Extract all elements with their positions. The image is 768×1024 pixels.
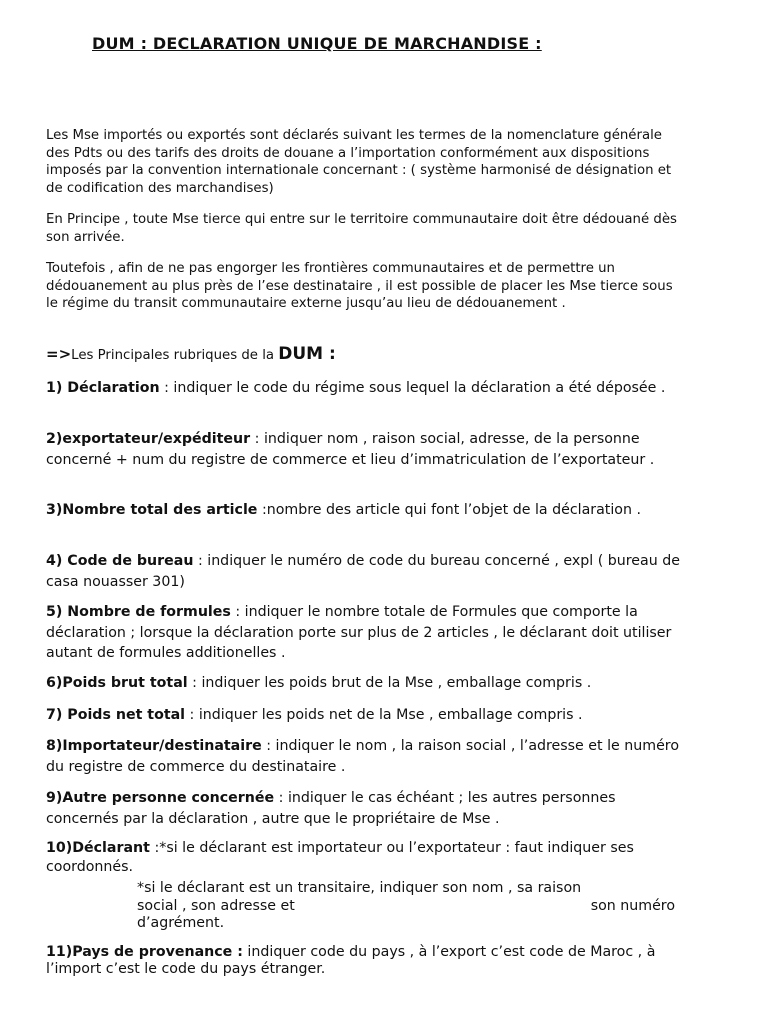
rubric-label: 6)Poids brut total <box>46 675 188 691</box>
declarant-transitaire-note <box>137 880 675 933</box>
sub-line-2 <box>137 898 675 916</box>
rubric-11-pays-provenance <box>46 944 686 978</box>
rubric-label: 11)Pays de provenance : <box>46 944 243 960</box>
rubric-text: : indiquer le cas échéant ; les autres personnes concernés par la déclaration , autre que le propriétaire de Mse . <box>46 790 616 827</box>
rubric-10-declarant <box>46 839 686 876</box>
rubric-text: : indiquer le numéro de code du bureau concerné , expl ( bureau de casa nouasser 301) <box>46 553 680 590</box>
rubric-2-exportateur <box>46 429 686 470</box>
rubric-4-code-bureau <box>46 551 686 592</box>
rubric-label: 5) Nombre de formules <box>46 604 231 620</box>
document-title: DUM : DECLARATION UNIQUE DE MARCHANDISE : <box>92 34 542 53</box>
paragraph-principe: En Principe , toute Mse tierce qui entre sur le territoire communautaire doit être dédouané dès son arrivée. <box>46 212 677 245</box>
rubric-text: :nombre des article qui font l’objet de la déclaration . <box>257 502 641 518</box>
rubric-label: 4) Code de bureau <box>46 553 194 569</box>
rubric-3-nombre-articles <box>46 500 686 521</box>
rubric-label: 10)Déclarant <box>46 840 150 856</box>
rubric-9-autre-personne <box>46 788 686 829</box>
rubric-8-importateur <box>46 736 686 777</box>
intro-dum: DUM : <box>278 344 336 364</box>
rubric-text: : indiquer le nombre totale de Formules que comporte la déclaration ; lorsque la déclaration porte sur plus de 2 articles , le déclarant doit utiliser autant de formules additionelles . <box>46 604 672 661</box>
rubric-text: : indiquer nom , raison social, adresse, de la personne concerné + num du registre de commerce et lieu d’immatriculation de l’exportateur . <box>46 431 655 468</box>
sub-line-3: d’agrément. <box>137 915 225 931</box>
rubric-label: 1) Déclaration <box>46 380 160 396</box>
rubric-text: : indiquer les poids net de la Mse , emballage compris . <box>185 707 583 723</box>
rubric-label: 8)Importateur/destinataire <box>46 738 262 754</box>
rubric-label: 9)Autre personne concernée <box>46 790 275 806</box>
paragraph-toutefois: Toutefois , afin de ne pas engorger les frontières communautaires et de permettre un dédouanement au plus près de l’ese destinataire , il est possible de placer les Mse tierce sous le régime du transit communautaire externe jusqu’au lieu de dédouanement . <box>46 261 673 311</box>
arrow-marker: => <box>46 345 72 363</box>
rubric-text: :*si le déclarant est importateur ou l’exportateur : faut indiquer ses coordonnés. <box>46 840 634 875</box>
rubric-text: : indiquer les poids brut de la Mse , emballage compris . <box>187 675 592 691</box>
rubric-text: : indiquer le nom , la raison social , l’adresse et le numéro du registre de commerce du destinataire . <box>46 738 680 775</box>
rubric-text: : indiquer le code du régime sous lequel la déclaration a été déposée . <box>159 380 666 396</box>
intro-text: Les Principales rubriques de la <box>71 348 279 363</box>
rubrics-intro <box>46 344 336 364</box>
rubric-7-poids-net <box>46 705 686 726</box>
paragraph-nomenclature: Les Mse importés ou exportés sont déclarés suivant les termes de la nomenclature générale des Pdts ou des tarifs des droits de douane a l’importation conformément aux dispositions imposés par la convention internationale concernant : ( système harmonisé de désignation et de codification des marchandises) <box>46 128 672 196</box>
rubric-6-poids-brut <box>46 673 686 694</box>
rubric-label: 2)exportateur/expéditeur <box>46 431 251 447</box>
rubric-label: 7) Poids net total <box>46 707 186 723</box>
rubric-text: indiquer code du pays , à l’export c’est code de Maroc , à l’import c’est le code du pays étranger. <box>46 944 656 977</box>
sub-line-1: *si le déclarant est un transitaire, indiquer son nom , sa raison <box>137 880 582 896</box>
rubric-5-nombre-formules <box>46 602 686 664</box>
rubric-label: 3)Nombre total des article <box>46 502 258 518</box>
sub-line-2-right: son numéro <box>590 897 675 914</box>
sub-line-2-left: social , son adresse et <box>137 897 295 914</box>
rubric-1-declaration <box>46 378 686 399</box>
